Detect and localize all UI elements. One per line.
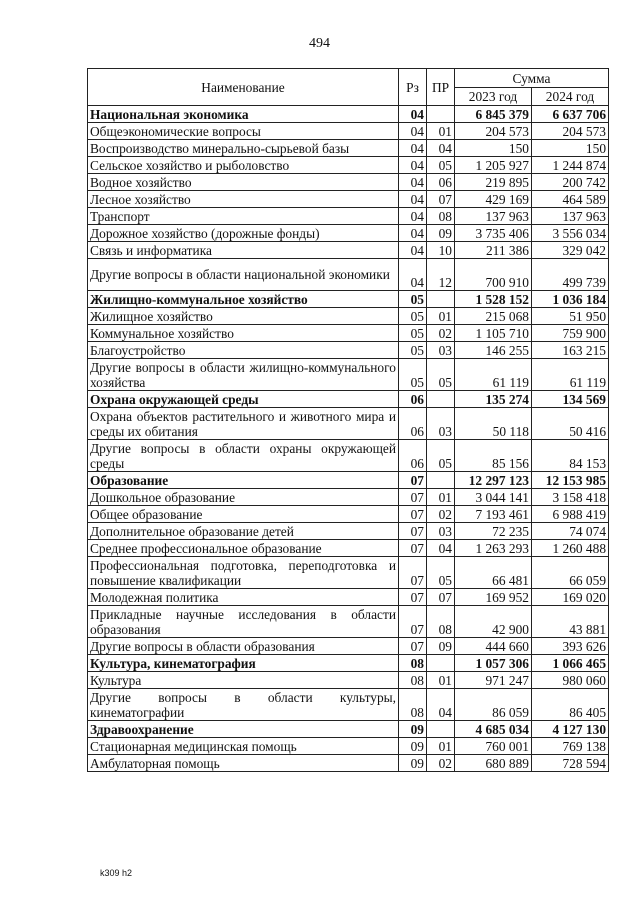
table-body bbox=[88, 106, 609, 772]
table-row bbox=[88, 140, 609, 157]
table-row bbox=[88, 638, 609, 655]
row-rz: 07 bbox=[399, 489, 427, 506]
row-name: Другие вопросы в области национальной экономики bbox=[88, 259, 399, 291]
row-value-2024: 204 573 bbox=[532, 123, 609, 140]
row-name: Охрана объектов растительного и животного мира и среды их обитания bbox=[88, 408, 399, 440]
table-row bbox=[88, 208, 609, 225]
row-value-2024: 499 739 bbox=[532, 259, 609, 291]
row-name: Прикладные научные исследования в области образования bbox=[88, 606, 399, 638]
row-rz: 07 bbox=[399, 589, 427, 606]
row-rz: 07 bbox=[399, 606, 427, 638]
row-value-2024: 3 158 418 bbox=[532, 489, 609, 506]
row-value-2024: 6 637 706 bbox=[532, 106, 609, 123]
row-value-2024: 137 963 bbox=[532, 208, 609, 225]
table-row bbox=[88, 655, 609, 672]
table-row bbox=[88, 408, 609, 440]
row-name: Образование bbox=[88, 472, 399, 489]
row-value-2023: 137 963 bbox=[455, 208, 532, 225]
row-value-2024: 150 bbox=[532, 140, 609, 157]
header-name: Наименование bbox=[88, 69, 399, 106]
row-name: Лесное хозяйство bbox=[88, 191, 399, 208]
row-name: Водное хозяйство bbox=[88, 174, 399, 191]
row-pr: 03 bbox=[427, 523, 455, 540]
row-pr: 02 bbox=[427, 506, 455, 523]
row-name: Другие вопросы в области жилищно-коммунального хозяйства bbox=[88, 359, 399, 391]
row-pr: 04 bbox=[427, 540, 455, 557]
table-row bbox=[88, 606, 609, 638]
row-pr: 12 bbox=[427, 259, 455, 291]
row-rz: 04 bbox=[399, 157, 427, 174]
row-rz: 04 bbox=[399, 242, 427, 259]
row-rz: 06 bbox=[399, 391, 427, 408]
row-name: Жилищное хозяйство bbox=[88, 308, 399, 325]
row-pr: 08 bbox=[427, 606, 455, 638]
row-pr: 04 bbox=[427, 140, 455, 157]
row-rz: 09 bbox=[399, 738, 427, 755]
row-rz: 04 bbox=[399, 106, 427, 123]
table-row bbox=[88, 359, 609, 391]
row-pr: 01 bbox=[427, 672, 455, 689]
row-pr: 05 bbox=[427, 440, 455, 472]
row-rz: 05 bbox=[399, 342, 427, 359]
row-pr: 01 bbox=[427, 489, 455, 506]
row-name: Охрана окружающей среды bbox=[88, 391, 399, 408]
row-rz: 07 bbox=[399, 638, 427, 655]
row-name: Жилищно-коммунальное хозяйство bbox=[88, 291, 399, 308]
row-name: Национальная экономика bbox=[88, 106, 399, 123]
row-value-2023: 215 068 bbox=[455, 308, 532, 325]
row-value-2023: 3 735 406 bbox=[455, 225, 532, 242]
table-row bbox=[88, 440, 609, 472]
row-name: Профессиональная подготовка, переподготовка и повышение квалификации bbox=[88, 557, 399, 589]
table-row bbox=[88, 721, 609, 738]
row-pr bbox=[427, 472, 455, 489]
row-rz: 08 bbox=[399, 689, 427, 721]
row-rz: 04 bbox=[399, 225, 427, 242]
row-pr: 01 bbox=[427, 308, 455, 325]
row-rz: 09 bbox=[399, 755, 427, 772]
row-pr: 05 bbox=[427, 359, 455, 391]
row-value-2023: 85 156 bbox=[455, 440, 532, 472]
row-value-2023: 12 297 123 bbox=[455, 472, 532, 489]
row-value-2024: 1 260 488 bbox=[532, 540, 609, 557]
row-value-2023: 444 660 bbox=[455, 638, 532, 655]
row-value-2024: 163 215 bbox=[532, 342, 609, 359]
row-name: Здравоохранение bbox=[88, 721, 399, 738]
row-pr: 02 bbox=[427, 755, 455, 772]
row-name: Другие вопросы в области культуры, кинематографии bbox=[88, 689, 399, 721]
table-row bbox=[88, 157, 609, 174]
row-value-2024: 86 405 bbox=[532, 689, 609, 721]
row-value-2023: 42 900 bbox=[455, 606, 532, 638]
table-row bbox=[88, 342, 609, 359]
row-value-2023: 971 247 bbox=[455, 672, 532, 689]
header-year-2024: 2024 год bbox=[532, 88, 609, 106]
row-name: Сельское хозяйство и рыболовство bbox=[88, 157, 399, 174]
row-rz: 04 bbox=[399, 259, 427, 291]
row-rz: 08 bbox=[399, 655, 427, 672]
row-value-2024: 759 900 bbox=[532, 325, 609, 342]
row-rz: 07 bbox=[399, 523, 427, 540]
row-pr: 03 bbox=[427, 408, 455, 440]
row-name: Культура bbox=[88, 672, 399, 689]
row-name: Связь и информатика bbox=[88, 242, 399, 259]
row-value-2024: 329 042 bbox=[532, 242, 609, 259]
table-row bbox=[88, 242, 609, 259]
table-row bbox=[88, 174, 609, 191]
row-value-2024: 200 742 bbox=[532, 174, 609, 191]
row-value-2023: 1 263 293 bbox=[455, 540, 532, 557]
row-rz: 05 bbox=[399, 291, 427, 308]
row-rz: 04 bbox=[399, 123, 427, 140]
row-pr: 01 bbox=[427, 123, 455, 140]
row-pr bbox=[427, 106, 455, 123]
row-value-2024: 134 569 bbox=[532, 391, 609, 408]
row-name: Другие вопросы в области охраны окружающей среды bbox=[88, 440, 399, 472]
table-row bbox=[88, 259, 609, 291]
row-pr: 09 bbox=[427, 638, 455, 655]
row-name: Среднее профессиональное образование bbox=[88, 540, 399, 557]
row-pr bbox=[427, 721, 455, 738]
row-name: Культура, кинематография bbox=[88, 655, 399, 672]
row-value-2023: 219 895 bbox=[455, 174, 532, 191]
row-value-2024: 4 127 130 bbox=[532, 721, 609, 738]
row-pr: 01 bbox=[427, 738, 455, 755]
row-value-2024: 51 950 bbox=[532, 308, 609, 325]
row-name: Стационарная медицинская помощь bbox=[88, 738, 399, 755]
row-value-2023: 680 889 bbox=[455, 755, 532, 772]
row-value-2024: 43 881 bbox=[532, 606, 609, 638]
row-name: Транспорт bbox=[88, 208, 399, 225]
page-number: 494 bbox=[309, 36, 330, 51]
row-rz: 05 bbox=[399, 359, 427, 391]
row-rz: 04 bbox=[399, 191, 427, 208]
row-name: Другие вопросы в области образования bbox=[88, 638, 399, 655]
row-value-2024: 1 036 184 bbox=[532, 291, 609, 308]
row-value-2023: 1 105 710 bbox=[455, 325, 532, 342]
header-pr: ПР bbox=[427, 69, 455, 106]
row-name: Коммунальное хозяйство bbox=[88, 325, 399, 342]
row-pr: 07 bbox=[427, 191, 455, 208]
footer-code: k309 h2 bbox=[100, 868, 133, 878]
row-pr: 08 bbox=[427, 208, 455, 225]
row-rz: 07 bbox=[399, 557, 427, 589]
row-pr bbox=[427, 291, 455, 308]
row-value-2024: 66 059 bbox=[532, 557, 609, 589]
table-row bbox=[88, 755, 609, 772]
row-rz: 04 bbox=[399, 174, 427, 191]
row-value-2024: 1 066 465 bbox=[532, 655, 609, 672]
table-row bbox=[88, 672, 609, 689]
header-sum: Сумма bbox=[455, 69, 609, 88]
row-pr: 05 bbox=[427, 557, 455, 589]
row-value-2024: 61 119 bbox=[532, 359, 609, 391]
row-rz: 05 bbox=[399, 308, 427, 325]
row-value-2024: 6 988 419 bbox=[532, 506, 609, 523]
row-value-2024: 169 020 bbox=[532, 589, 609, 606]
table-row bbox=[88, 489, 609, 506]
row-pr: 05 bbox=[427, 157, 455, 174]
table-row bbox=[88, 540, 609, 557]
row-value-2023: 1 528 152 bbox=[455, 291, 532, 308]
table-row bbox=[88, 308, 609, 325]
row-value-2023: 4 685 034 bbox=[455, 721, 532, 738]
row-value-2023: 72 235 bbox=[455, 523, 532, 540]
row-value-2024: 3 556 034 bbox=[532, 225, 609, 242]
row-value-2024: 12 153 985 bbox=[532, 472, 609, 489]
row-name: Воспроизводство минерально-сырьевой базы bbox=[88, 140, 399, 157]
row-value-2023: 146 255 bbox=[455, 342, 532, 359]
row-rz: 08 bbox=[399, 672, 427, 689]
row-value-2023: 61 119 bbox=[455, 359, 532, 391]
row-value-2024: 980 060 bbox=[532, 672, 609, 689]
row-rz: 07 bbox=[399, 540, 427, 557]
row-rz: 07 bbox=[399, 506, 427, 523]
row-value-2024: 74 074 bbox=[532, 523, 609, 540]
table-row bbox=[88, 506, 609, 523]
row-value-2023: 7 193 461 bbox=[455, 506, 532, 523]
row-value-2023: 211 386 bbox=[455, 242, 532, 259]
row-value-2023: 50 118 bbox=[455, 408, 532, 440]
table-header bbox=[88, 69, 609, 106]
row-value-2023: 150 bbox=[455, 140, 532, 157]
row-value-2023: 169 952 bbox=[455, 589, 532, 606]
table-row bbox=[88, 738, 609, 755]
budget-table bbox=[87, 68, 609, 772]
row-value-2023: 3 044 141 bbox=[455, 489, 532, 506]
table-row bbox=[88, 391, 609, 408]
row-value-2023: 1 205 927 bbox=[455, 157, 532, 174]
row-value-2024: 50 416 bbox=[532, 408, 609, 440]
row-value-2023: 135 274 bbox=[455, 391, 532, 408]
row-value-2024: 393 626 bbox=[532, 638, 609, 655]
row-pr: 10 bbox=[427, 242, 455, 259]
table-row bbox=[88, 523, 609, 540]
row-rz: 06 bbox=[399, 408, 427, 440]
row-pr: 09 bbox=[427, 225, 455, 242]
table-row bbox=[88, 191, 609, 208]
row-rz: 07 bbox=[399, 472, 427, 489]
row-name: Общее образование bbox=[88, 506, 399, 523]
table-row bbox=[88, 472, 609, 489]
row-rz: 06 bbox=[399, 440, 427, 472]
row-pr bbox=[427, 655, 455, 672]
row-value-2023: 204 573 bbox=[455, 123, 532, 140]
row-pr: 06 bbox=[427, 174, 455, 191]
header-year-2023: 2023 год bbox=[455, 88, 532, 106]
row-rz: 09 bbox=[399, 721, 427, 738]
row-rz: 04 bbox=[399, 140, 427, 157]
row-value-2024: 1 244 874 bbox=[532, 157, 609, 174]
row-pr: 07 bbox=[427, 589, 455, 606]
table-row bbox=[88, 689, 609, 721]
row-value-2023: 66 481 bbox=[455, 557, 532, 589]
row-value-2023: 760 001 bbox=[455, 738, 532, 755]
row-rz: 05 bbox=[399, 325, 427, 342]
table-row bbox=[88, 325, 609, 342]
table-row bbox=[88, 557, 609, 589]
row-name: Молодежная политика bbox=[88, 589, 399, 606]
row-name: Дополнительное образование детей bbox=[88, 523, 399, 540]
table-row bbox=[88, 106, 609, 123]
row-rz: 04 bbox=[399, 208, 427, 225]
row-value-2023: 1 057 306 bbox=[455, 655, 532, 672]
row-name: Благоустройство bbox=[88, 342, 399, 359]
table-row bbox=[88, 589, 609, 606]
row-value-2024: 464 589 bbox=[532, 191, 609, 208]
row-value-2023: 86 059 bbox=[455, 689, 532, 721]
row-name: Дошкольное образование bbox=[88, 489, 399, 506]
header-rz: Рз bbox=[399, 69, 427, 106]
row-value-2024: 84 153 bbox=[532, 440, 609, 472]
row-value-2023: 700 910 bbox=[455, 259, 532, 291]
row-value-2023: 6 845 379 bbox=[455, 106, 532, 123]
row-value-2024: 769 138 bbox=[532, 738, 609, 755]
row-pr: 04 bbox=[427, 689, 455, 721]
row-name: Амбулаторная помощь bbox=[88, 755, 399, 772]
table-row bbox=[88, 291, 609, 308]
row-name: Общеэкономические вопросы bbox=[88, 123, 399, 140]
table-row bbox=[88, 123, 609, 140]
row-pr: 02 bbox=[427, 325, 455, 342]
row-pr: 03 bbox=[427, 342, 455, 359]
row-pr bbox=[427, 391, 455, 408]
table-row bbox=[88, 225, 609, 242]
row-value-2024: 728 594 bbox=[532, 755, 609, 772]
row-value-2023: 429 169 bbox=[455, 191, 532, 208]
row-name: Дорожное хозяйство (дорожные фонды) bbox=[88, 225, 399, 242]
